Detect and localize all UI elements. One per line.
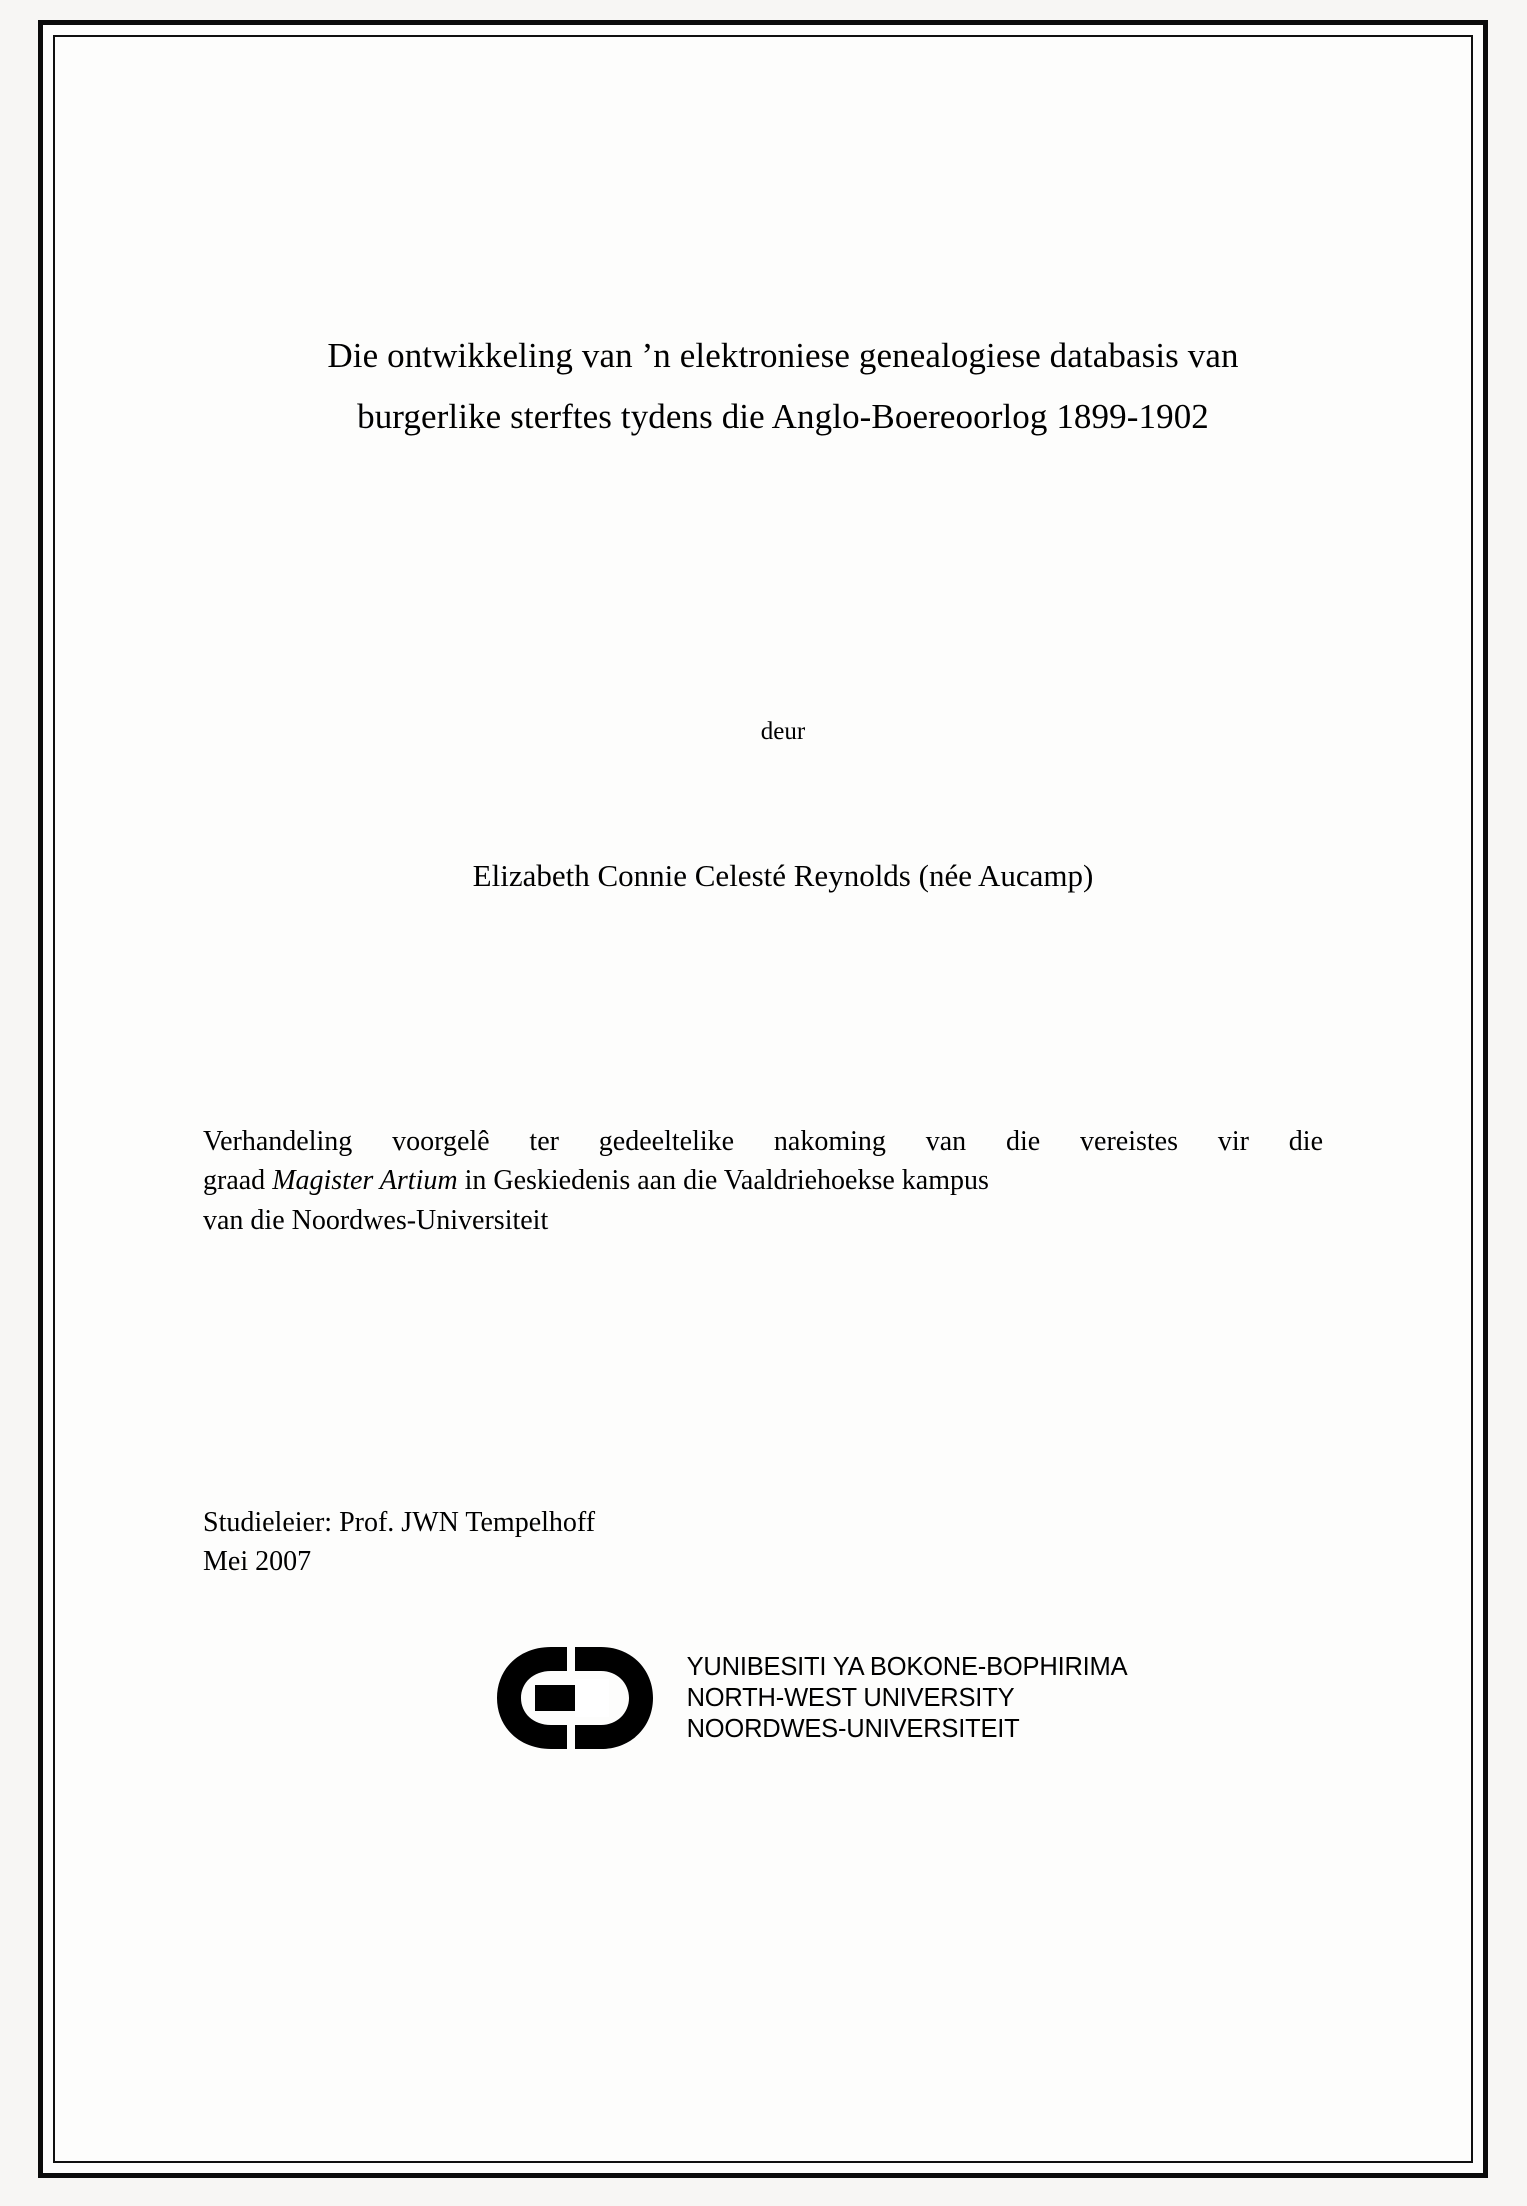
university-logo — [193, 1639, 1373, 1757]
degree-statement-line-3: van die Noordwes-Universiteit — [203, 1205, 549, 1236]
degree-statement-line-2-post: in Geskiedenis aan die Vaaldriehoekse kampus — [457, 1165, 989, 1197]
degree-statement-line-2-pre: graad — [203, 1165, 273, 1197]
by-label: deur — [760, 717, 806, 745]
page-title — [193, 325, 1373, 448]
degree-name-italic: Magister Artium — [272, 1165, 458, 1197]
title-line-2: burgerlike sterftes tydens die Anglo-Boereoorlog 1899-1902 — [357, 397, 1209, 437]
supervisor-block — [203, 1503, 1373, 1581]
degree-statement — [203, 1122, 1323, 1241]
page-border-outer — [38, 20, 1488, 2178]
author-name: Elizabeth Connie Celesté Reynolds (née Aucamp) — [472, 857, 1094, 893]
logo-text-line-1: YUNIBESITI YA BOKONE-BOPHIRIMA — [686, 1652, 1128, 1681]
date-line: Mei 2007 — [203, 1545, 312, 1577]
title-line-1: Die ontwikkeling van ’n elektroniese genealogiese databasis van — [327, 336, 1239, 375]
logo-text-line-3: NOORDWES-UNIVERSITEIT — [686, 1714, 1020, 1743]
university-logo-text — [687, 1652, 1128, 1745]
supervisor-line: Studieleier: Prof. JWN Tempelhoff — [203, 1506, 596, 1538]
nwu-logo-icon — [489, 1639, 679, 1757]
title-page-content — [193, 325, 1373, 1757]
logo-text-line-2: NORTH-WEST UNIVERSITY — [686, 1683, 1015, 1712]
degree-statement-line-2 — [203, 1161, 1323, 1201]
degree-statement-line-1: Verhandeling voorgelê ter gedeeltelike nakoming van die vereistes vir die — [203, 1125, 1323, 1157]
